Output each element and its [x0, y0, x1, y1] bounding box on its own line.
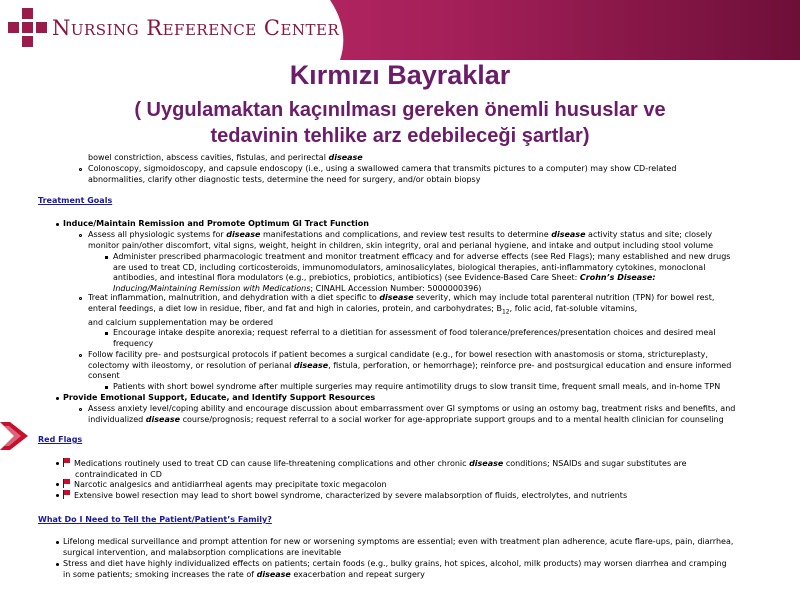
list-item: Assess all physiologic systems for disease manifestations and complications, and review test results to determine disease activity status and site; closely monitor pain/other discomfort, vital signs, weight, height in children, skin integrity, oral and perianal hygiene, and intake and output including stool volume [88, 230, 714, 250]
list-item: Patients with short bowel syndrome after multiple surgeries may require antimotility drugs to slow transit time, frequent small meals, and in-home TPN [113, 382, 721, 391]
list-item: Treat inflammation, malnutrition, and dehydration with a diet specific to disease severity, which may include total parenteral nutrition (TPN) for bowel rest, enteral feedings, a diet low in residue, fiber, and fat and high in calories, protein, and carbohydrates; $B_{12}$, folic acid, fat-soluble vitamins, and calcium supplementation may be ordered [88, 293, 715, 327]
list-item: Assess anxiety level/coping ability and encourage discussion about embarrassment over GI symptoms or using an ostomy bag, treatment risks and benefits, and individualized disease course/prognosis; request referral to a social worker for age-appropriate support groups and to a mental health clinician for counseling [88, 404, 736, 424]
page-header [0, 0, 800, 60]
list-item: Follow facility pre- and postsurgical protocols if patient becomes a surgical candidate (e.g., for bowel resection with anastomosis or stoma, strictureplasty, colectomy with ileostomy, or resolution of perianal disease, fistula, perforation, or hemorrhage); reinforce pre- and postsurgical education and ensure informed consent [88, 350, 732, 380]
bullet [105, 386, 108, 389]
red-flag-icon [63, 490, 70, 499]
page-title: Kırmızı Bayraklar [289, 60, 511, 90]
bullet [105, 332, 108, 335]
logo-icon [8, 8, 48, 52]
red-flag-icon [63, 458, 70, 467]
bullet [56, 494, 59, 497]
bullet [79, 297, 82, 300]
bullet [56, 397, 59, 400]
bullet [79, 234, 82, 237]
list-item: bowel constriction, abscess cavities, fistulas, and perirectal disease [88, 153, 363, 162]
bullet [79, 408, 82, 411]
red-flags-link[interactable]: Red Flags [38, 435, 83, 444]
bullet [79, 354, 82, 357]
brand-name: Nursing Reference Center [52, 16, 340, 40]
subtitle-line-1: ( Uygulamaktan kaçınılması gereken önemli hususlar ve [134, 99, 666, 121]
bullet [79, 168, 82, 171]
bullet [56, 563, 59, 566]
red-flag-icon [63, 479, 70, 488]
list-item: Extensive bowel resection may lead to short bowel syndrome, characterized by severe malabsorption of fluids, electrolytes, and nutrients [63, 490, 627, 502]
bullet [56, 462, 59, 465]
pointer-arrow-icon [0, 420, 30, 452]
bullet [56, 483, 59, 486]
page-subtitle [0, 97, 800, 149]
bullet [56, 541, 59, 544]
subtitle-line-2: tedavinin tehlike arz edebileceği şartlar) [210, 125, 590, 147]
tell-patient-link[interactable]: What Do I Need to Tell the Patient/Patient’s Family? [38, 515, 272, 524]
section-heading: Provide Emotional Support, Educate, and Identify Support Resources [63, 393, 376, 402]
list-item: Stress and diet have highly individualized effects on patients; certain foods (e.g., bulky grains, hot spices, alcohol, milk products) may worsen diarrhea and cramping in some patients; smoking increases the rate of disease exacerbation and repeat surgery [63, 559, 727, 579]
list-item: Administer prescribed pharmacologic treatment and monitor treatment efficacy and for adverse effects (see Red Flags); many established and new drugs are used to treat CD, including corticosteroids, immunomodulators, aminosalicylates, biological therapies, anti-inflammatory cytokines, monoclonal antibodies, and intestinal flora modulators (e.g., prebiotics, probiotics, antibiotics) (see Evidence-Based Care Sheet: Crohn’s Disease: Inducing/Maintaining Remission with Medications; CINAHL Accession Number: 5000000396) [113, 252, 731, 293]
bullet [105, 256, 108, 259]
list-item: Colonoscopy, sigmoidoscopy, and capsule endoscopy (i.e., using a swallowed camera that transmits pictures to a computer) may show CD-related abnormalities, clarify other diagnostic tests, determine the need for surgery, and/or obtain biopsy [88, 164, 677, 184]
list-item: Narcotic analgesics and antidiarrheal agents may precipitate toxic megacolon [63, 479, 387, 491]
treatment-goals-link[interactable]: Treatment Goals [38, 196, 113, 205]
list-item: Medications routinely used to treat CD can cause life-threatening complications and other chronic disease conditions; NSAIDs and sugar substitutes are contraindicated in CD [63, 458, 753, 480]
list-item: Lifelong medical surveillance and prompt attention for new or worsening symptoms are essential; even with treatment plan adherence, acute flare-ups, pain, diarrhea, surgical intervention, and malabsorption complications are inevitable [63, 537, 734, 557]
bullet [56, 223, 59, 226]
list-item: Encourage intake despite anorexia; request referral to a dietitian for assessment of food tolerance/preferences/presentation choices and desired meal frequency [113, 328, 716, 348]
section-heading: Induce/Maintain Remission and Promote Optimum GI Tract Function [63, 219, 369, 228]
